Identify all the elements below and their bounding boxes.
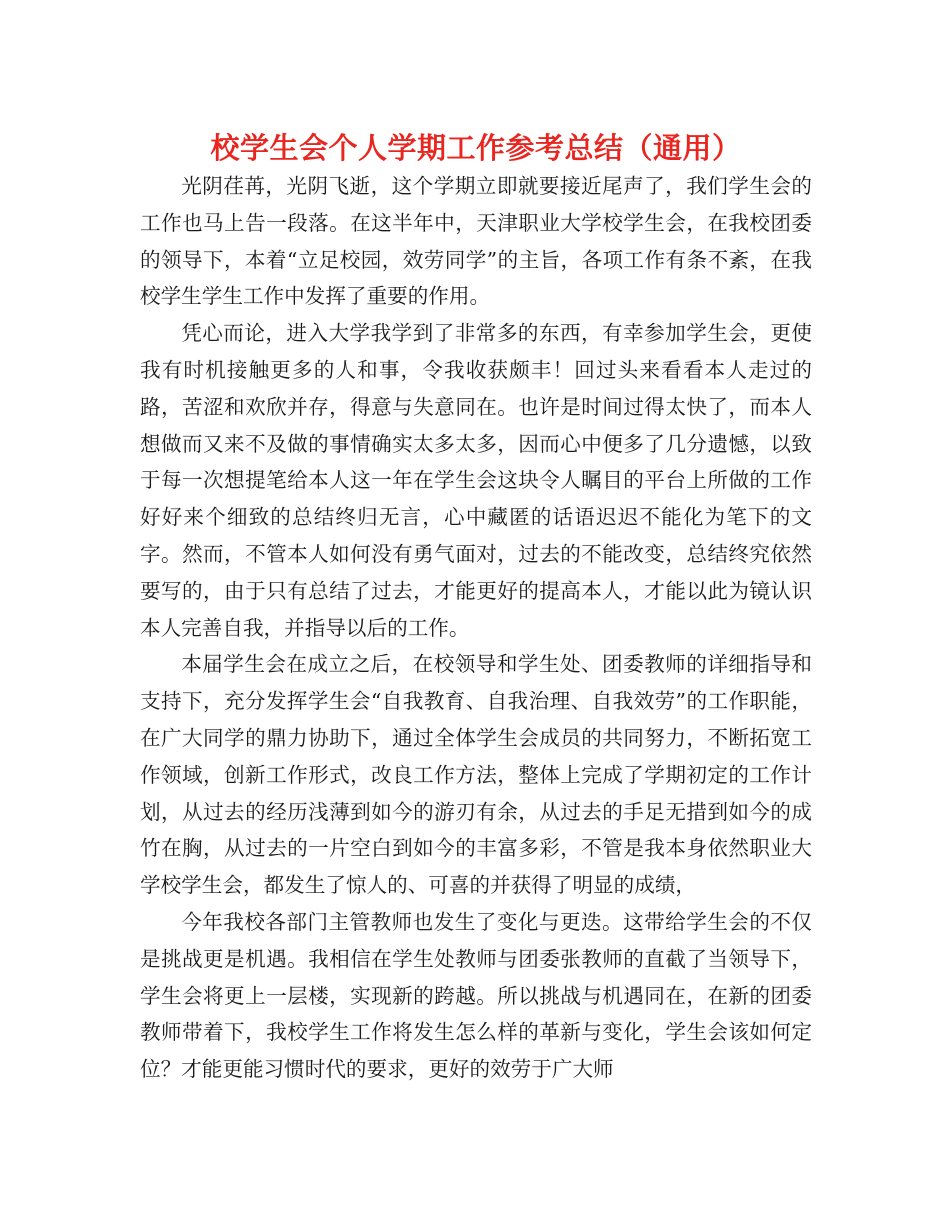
paragraph-1: 光阴荏苒，光阴飞逝，这个学期立即就要接近尾声了，我们学生会的工作也马上告一段落。在这半年中，天津职业大学校学生会，在我校团委的领导下，本着“立足校园，效劳同学”的主旨，各项工作有条不紊，在我校学生学生工作中发挥了重要的作用。 <box>140 174 812 309</box>
document-title: 校学生会个人学期工作参考总结（通用） <box>210 131 742 165</box>
paragraph-2: 凭心而论，进入大学我学到了非常多的东西，有幸参加学生会，更使我有时机接触更多的人和事，令我收获颇丰！回过头来看看本人走过的路，苦涩和欢欣并存，得意与失意同在。也许是时间过得太快了，而本人想做而又来不及做的事情确实太多太多，因而心中便多了几分遗憾，以致于每一次想提笔给本人这一年在学生会这块令人瞩目的平台上所做的工作好好来个细致的总结终归无言，心中藏匿的话语迟迟不能化为笔下的文字。然而，不管本人如何没有勇气面对，过去的不能改变，总结终究依然要写的，由于只有总结了过去，才能更好的提高本人，才能以此为镜认识本人完善自我，并指导以后的工作。 <box>140 321 812 640</box>
paragraph-3: 本届学生会在成立之后，在校领导和学生处、团委教师的详细指导和支持下，充分发挥学生会“自我教育、自我治理、自我效劳”的工作职能，在广大同学的鼎力协助下，通过全体学生会成员的共同努力，不断拓宽工作领域，创新工作形式，改良工作方法，整体上完成了学期初定的工作计划，从过去的经历浅薄到如今的游刃有余，从过去的手足无措到如今的成竹在胸，从过去的一片空白到如今的丰富多彩，不管是我本身依然职业大学校学生会，都发生了惊人的、可喜的并获得了明显的成绩， <box>140 652 812 898</box>
paragraph-4: 今年我校各部门主管教师也发生了变化与更迭。这带给学生会的不仅是挑战更是机遇。我相信在学生处教师与团委张教师的直截了当领导下，学生会将更上一层楼，实现新的跨越。所以挑战与机遇同在，在新的团委教师带着下，我校学生工作将发生怎么样的革新与变化，学生会该如何定位？才能更能习惯时代的要求，更好的效劳于广大师 <box>140 909 812 1082</box>
document-page <box>140 128 812 1088</box>
